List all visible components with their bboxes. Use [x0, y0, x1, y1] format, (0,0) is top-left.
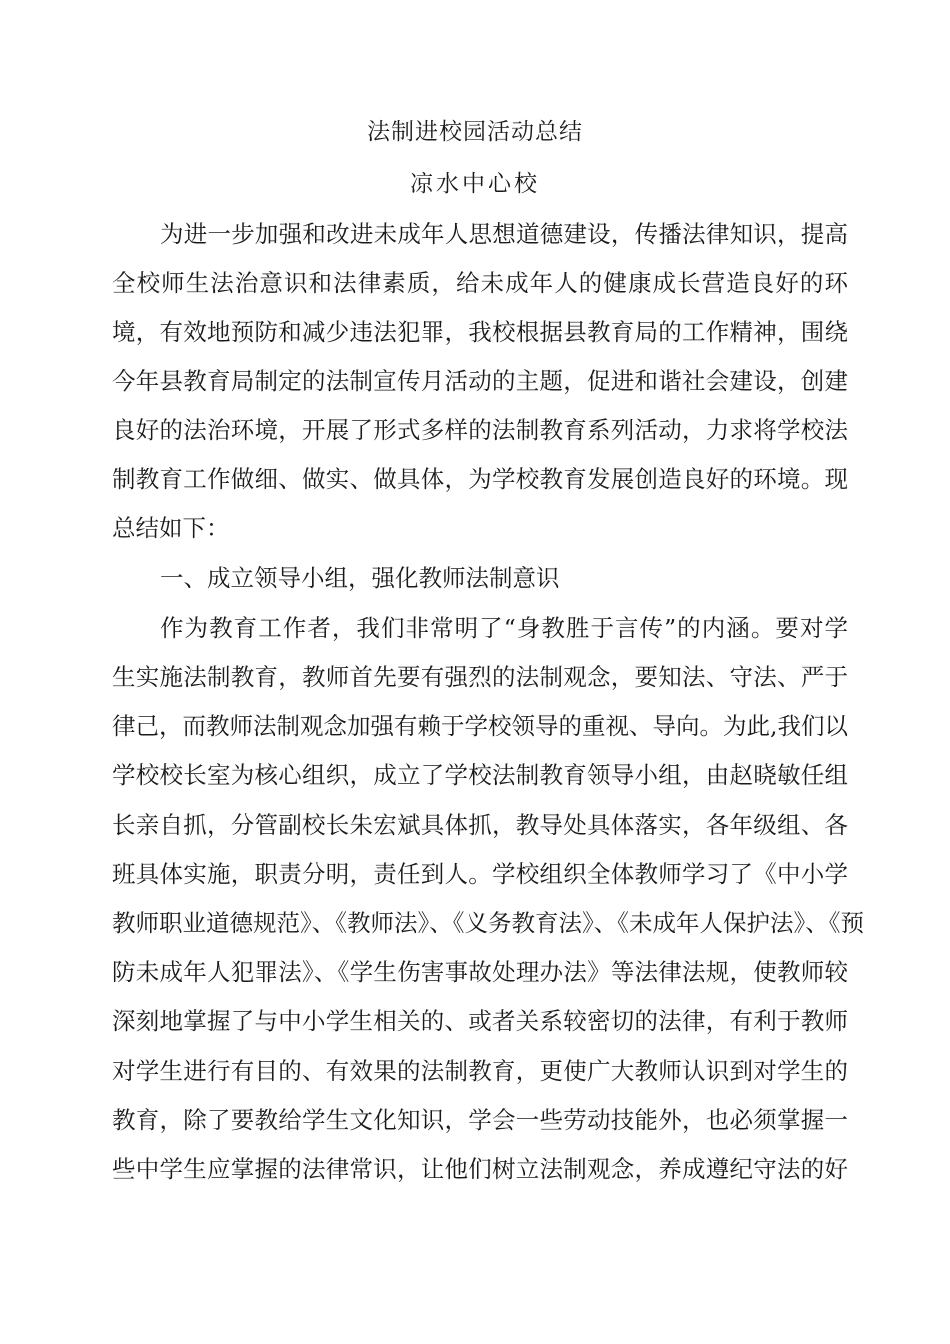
intro-line: 境，有效地预防和减少违法犯罪，我校根据县教育局的工作精神，围绕: [112, 318, 848, 346]
section1-line: 深刻地掌握了与中小学生相关的、或者关系较密切的法律，有利于教师: [112, 1007, 848, 1035]
section1-line: 防未成年人犯罪法》、《学生伤害事故处理办法》等法律法规，使教师较: [112, 958, 848, 986]
section1-line: 学校校长室为核心组织，成立了学校法制教育领导小组，由赵晓敏任组: [112, 761, 848, 789]
section1-line: 教师职业道德规范》、《教师法》、《义务教育法》、《未成年人保护法》、《预: [112, 909, 864, 937]
intro-line: 全校师生法治意识和法律素质，给未成年人的健康成长营造良好的环: [112, 269, 848, 297]
intro-line: 今年县教育局制定的法制宣传月活动的主题，促进和谐社会建设，创建: [112, 367, 848, 395]
section1-line: 长亲自抓，分管副校长朱宏斌具体抓，教导处具体落实，各年级组、各: [112, 811, 848, 839]
section1-line: 教育，除了要教给学生文化知识，学会一些劳动技能外，也必须掌握一: [112, 1106, 848, 1134]
document-title: 法制进校园活动总结: [367, 119, 583, 145]
intro-line: 良好的法治环境，开展了形式多样的法制教育系列活动，力求将学校法: [112, 416, 848, 444]
section1-line: 对学生进行有目的、有效果的法制教育，更使广大教师认识到对学生的: [112, 1057, 848, 1085]
document-subtitle: 凉水中心校: [410, 171, 540, 197]
section1-line: 生实施法制教育，教师首先要有强烈的法制观念，要知法、守法、严于: [112, 663, 848, 691]
section-heading: 一、成立领导小组，强化教师法制意识: [160, 564, 560, 592]
section1-line: 作为教育工作者，我们非常明了“身教胜于言传”的内涵。要对学: [160, 614, 848, 642]
intro-line: 总结如下：: [112, 514, 230, 542]
section1-line: 班具体实施，职责分明，责任到人。学校组织全体教师学习了《中小学: [112, 860, 848, 888]
section1-line: 些中学生应掌握的法律常识，让他们树立法制观念，养成遵纪守法的好: [112, 1155, 848, 1183]
intro-line: 制教育工作做细、做实、做具体，为学校教育发展创造良好的环境。现: [112, 465, 848, 493]
intro-line: 为进一步加强和改进未成年人思想道德建设，传播法律知识，提高: [160, 220, 848, 248]
section1-line: 律己，而教师法制观念加强有赖于学校领导的重视、导向。为此,我们以: [112, 712, 848, 740]
